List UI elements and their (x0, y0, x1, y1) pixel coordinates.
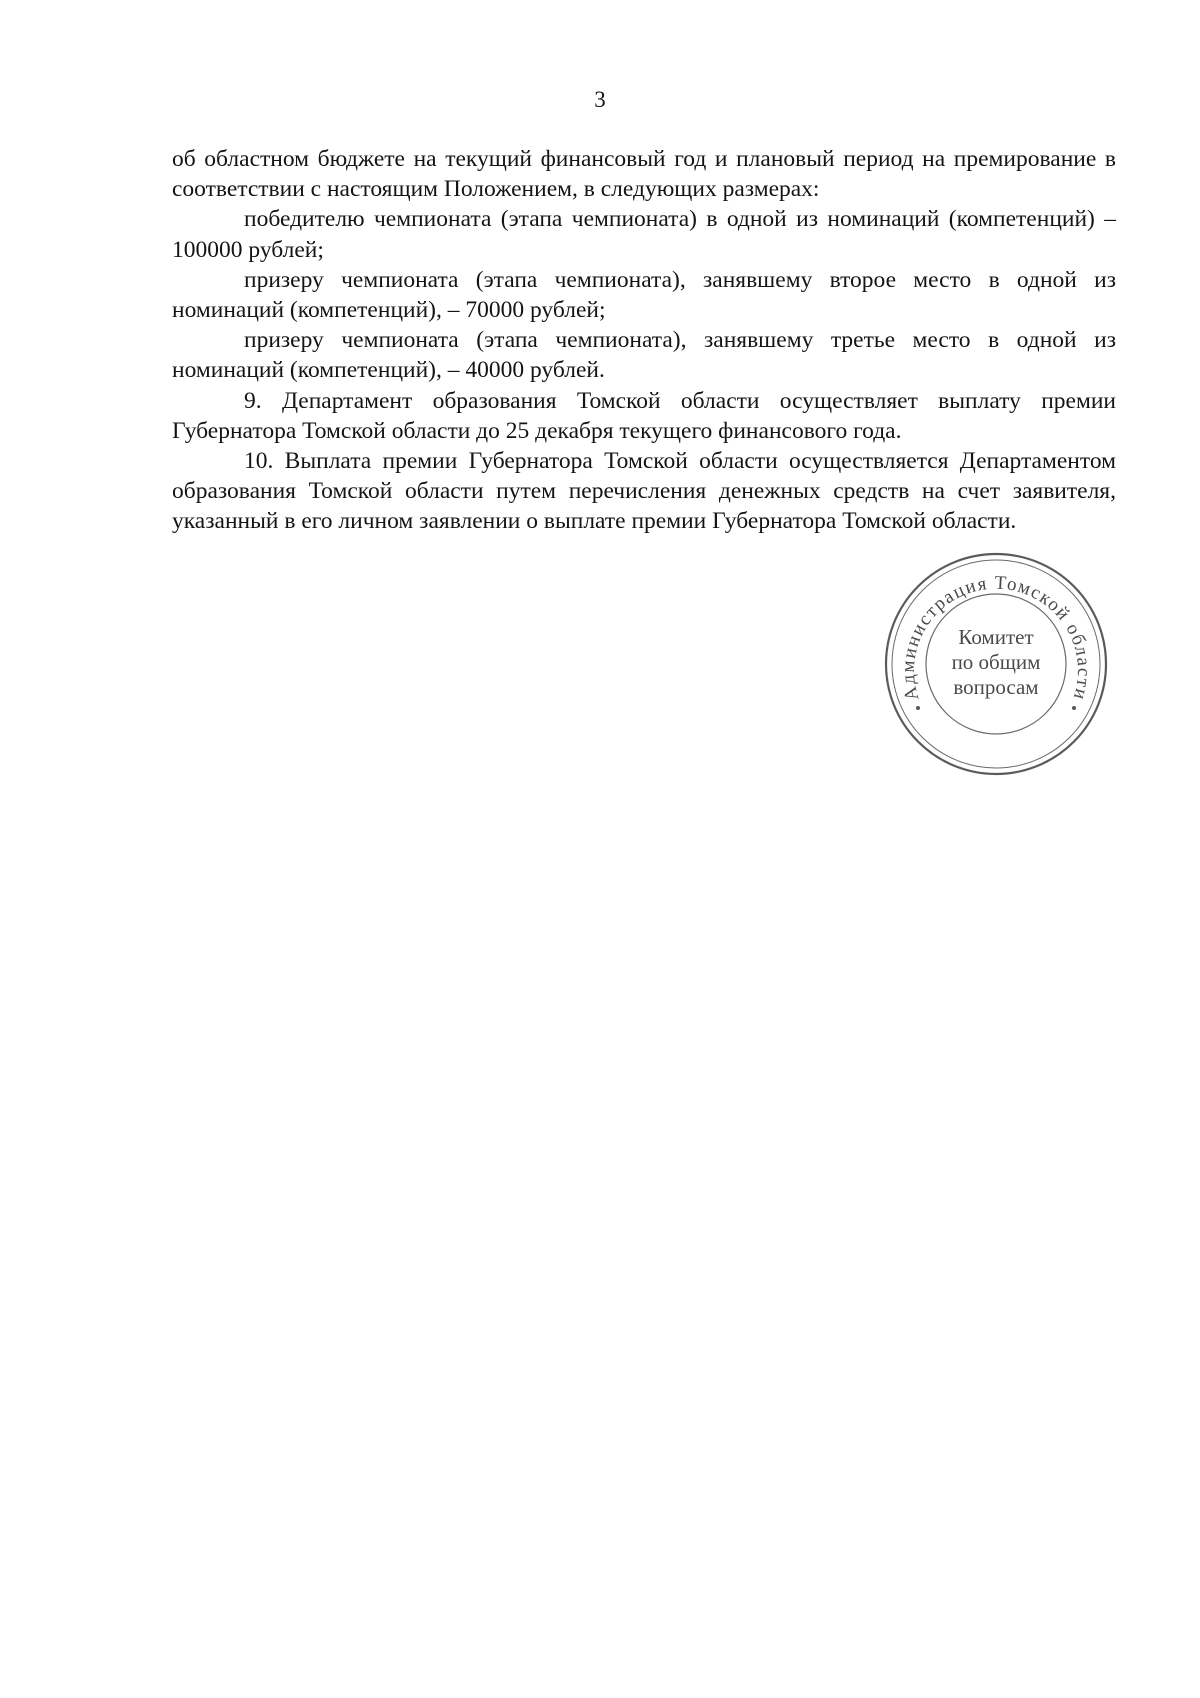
stamp-seal-icon (880, 548, 1112, 780)
official-stamp (880, 548, 1112, 780)
page-number: 3 (594, 87, 606, 112)
stamp-line-2: по общим (951, 650, 1041, 674)
document-body (172, 144, 1116, 537)
paragraph-third-place-prize: призеру чемпионата (этапа чемпионата), занявшему третье место в одной из номинаций (компетенций), – 40000 рублей. (172, 327, 1116, 384)
stamp-ring-text: Администрация Томской области (897, 572, 1095, 704)
paragraph-second-place-prize: призеру чемпионата (этапа чемпионата), занявшему второе место в одной из номинаций (компетенций), – 70000 рублей; (172, 266, 1116, 324)
stamp-line-1: Комитет (958, 625, 1034, 649)
paragraph-winner-prize: победителю чемпионата (этапа чемпионата) в одной из номинаций (компетенций) – 100000 рублей; (172, 206, 1116, 263)
stamp-line-3: вопросам (953, 675, 1039, 699)
paragraph-continuation: об областном бюджете на текущий финансовый год и плановый период на премирование в соответствии с настоящим Положением, в следующих размерах: (172, 146, 1116, 203)
paragraph-item-9: 9. Департамент образования Томской области осуществляет выплату премии Губернатора Томской области до 25 декабря текущего финансового года. (172, 387, 1116, 444)
paragraph-item-10: 10. Выплата премии Губернатора Томской области осуществляется Департаментом образования Томской области путем перечисления денежных средств на счет заявителя, указанный в его личном заявлении о выплате премии Губернатора Томской области. (172, 448, 1116, 535)
